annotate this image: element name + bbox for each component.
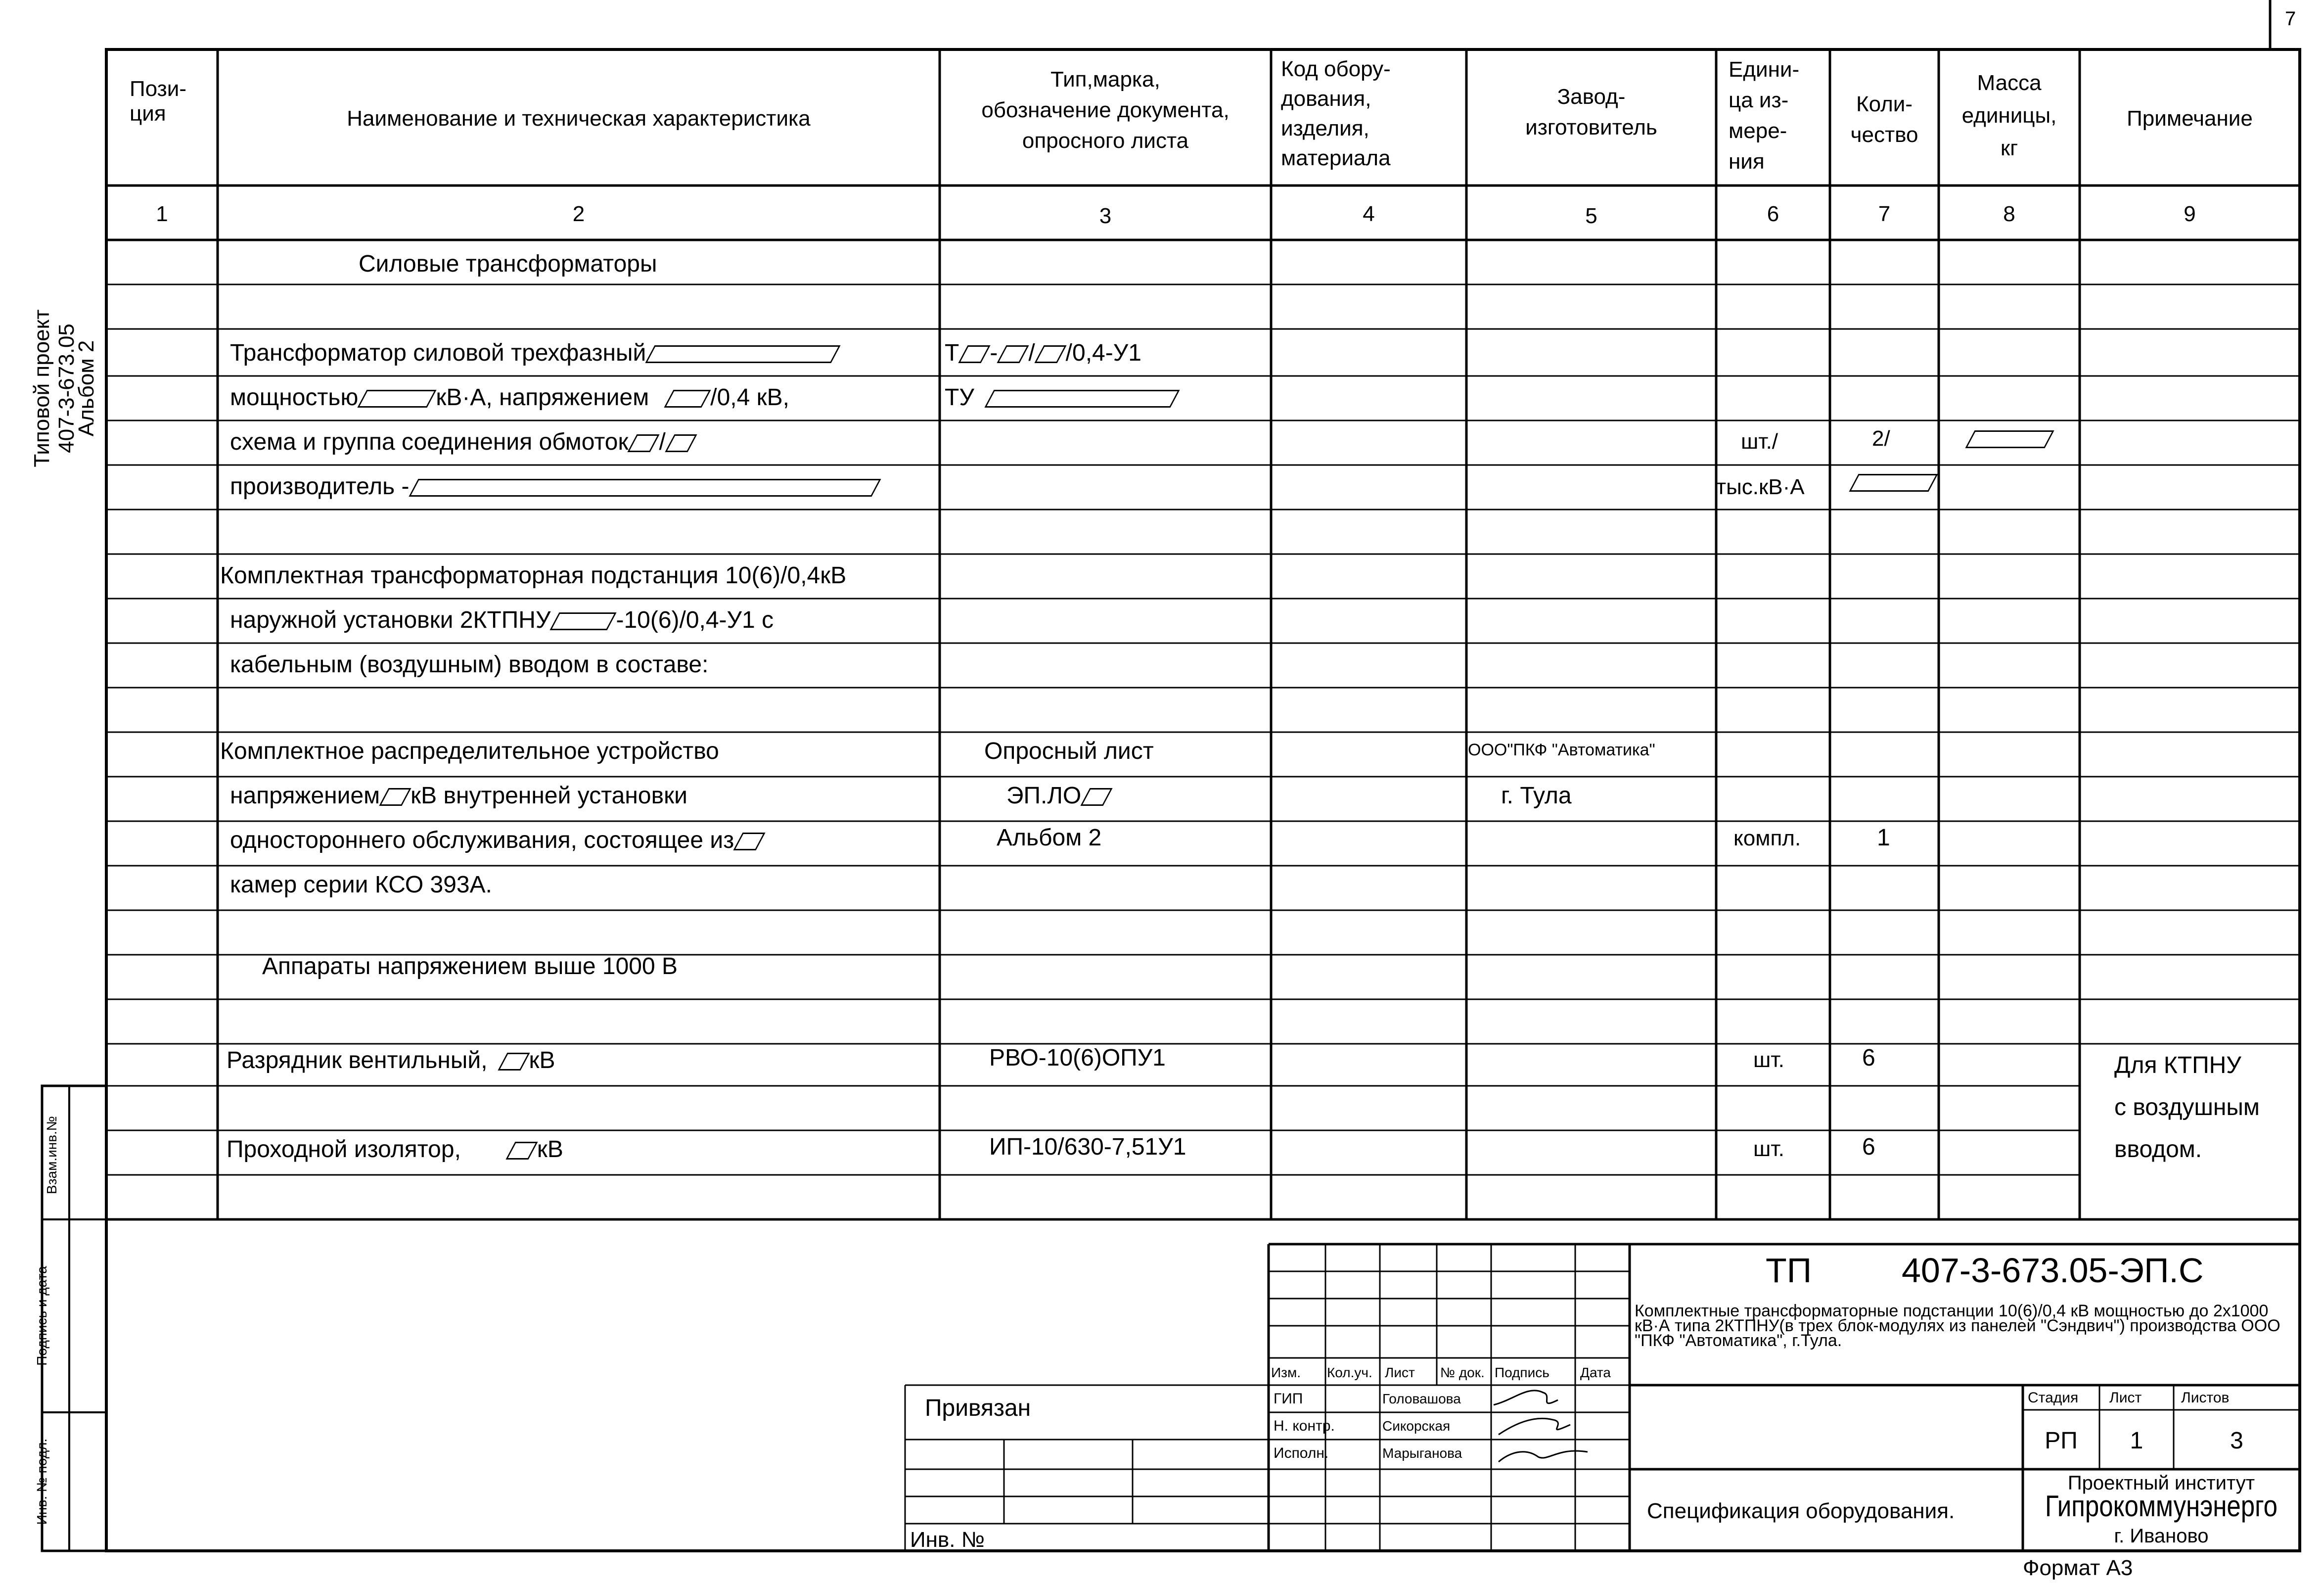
row-switchgear-service: одностороннего обслуживания, состоящее из [230,826,765,855]
row-power-transformers-heading: Силовые трансформаторы [359,251,657,277]
header-maker: Завод- изготовитель [1525,85,1657,140]
col-number-5: 5 [1585,204,1597,228]
stamp-org-line1: Проектный институт [2067,1472,2255,1494]
qty-transformers: 2/ [1872,426,1890,451]
blank-field [664,390,711,408]
stamp-org-line3: г. Иваново [2114,1525,2209,1547]
note-line-3: вводом. [2114,1136,2202,1163]
qty-bushing: 6 [1862,1134,1875,1160]
side-vz-inv: Взам.инв.№ [44,1116,59,1194]
blank-field [1034,345,1066,363]
col-number-8: 8 [2003,202,2015,226]
blank-field [645,345,841,363]
row-switchgear-cells: камер серии КСО 393А. [230,872,492,898]
stamp-inv-no: Инв. № [910,1528,985,1552]
blank-field [498,1053,530,1071]
side-inv-podl: Инв. № подл. [34,1438,49,1525]
stamp-privyazan: Привязан [925,1395,1031,1421]
header-position: Пози- ция [130,77,187,126]
type-ep-lo: ЭП.ЛО [1006,782,1112,810]
signature-1 [1494,1391,1558,1405]
stamp-sheet: 1 [2130,1428,2143,1454]
unit-kva: тыс.кВ·А [1716,475,1805,499]
note-line-1: Для КТПНУ [2114,1052,2241,1078]
stamp-code-prefix: ТП [1766,1251,1812,1290]
row-transformer-type: Т - / /0,4-У1 [945,340,1141,366]
col-number-3: 3 [1099,204,1112,228]
row-transformer-name: Трансформатор силовой трехфазный [230,339,840,368]
stamp-col-izm: Изм. [1271,1365,1301,1380]
header-name: Наименование и техническая характеристика [347,106,811,131]
unit-arrester: шт. [1753,1048,1784,1072]
blank-field [1081,788,1113,806]
side-sign-date: Подпись и дата [34,1266,49,1366]
col-number-9: 9 [2184,202,2196,226]
unit-bushing: шт. [1753,1137,1784,1161]
stamp-description: Комплектные трансформаторные подстанции 10(6)/0,4 кВ мощностью до 2х1000 кВ·А типа 2КТПНУ(в трех блок-модулях из панелей "Сэндвич") производства ООО "ПКФ "Автоматика", г.Тула. [1635,1302,2280,1350]
qty-switchgear: 1 [1877,825,1890,851]
stamp-stage-label: Стадия [2028,1390,2079,1406]
stamp-sheets: 3 [2230,1428,2243,1454]
blank-field [379,788,411,806]
blank-field [550,612,617,630]
stamp-stage: РП [2045,1428,2078,1454]
sheet-corner-number: 7 [2285,8,2296,30]
stamp-name-2: Сикорская [1382,1418,1451,1434]
stamp-name-1: Головашова [1382,1391,1461,1406]
row-substation-outdoor: наружной установки 2КТПНУ -10(6)/0,4-У1 с [230,607,774,633]
col-number-1: 1 [156,202,168,226]
type-questionnaire: Опросный лист [984,738,1154,764]
type-bushing: ИП-10/630-7,51У1 [989,1134,1186,1160]
stamp-role-nkontr: Н. контр. [1274,1418,1335,1434]
header-qty: Коли- чество [1850,92,1918,147]
blank-field [505,1142,538,1160]
row-manufacturer: производитель - [230,472,880,501]
row-power-line: мощностью кВ·А, напряжением /0,4 кВ, [230,384,789,411]
stamp-title: Спецификация оборудования. [1647,1499,1955,1523]
side-project-line1: Типовой проект [30,309,54,467]
blank-field [628,434,660,452]
header-unit: Едини- ца из- мере- ния [1729,57,1800,174]
header-note: Примечание [2127,106,2253,131]
header-code: Код обору- дования, изделия, материала [1281,57,1391,170]
col-number-6: 6 [1767,202,1779,226]
stamp-sheets-label: Листов [2181,1390,2230,1406]
side-project-line3: Альбом 2 [74,340,98,437]
blank-field [1965,430,2054,448]
blank-field [997,345,1029,363]
row-bushing: Проходной изолятор, кВ [227,1136,563,1163]
row-substation-input: кабельным (воздушным) вводом в составе: [230,652,709,678]
signature-3 [1499,1451,1588,1462]
stamp-col-kol: Кол.уч. [1327,1365,1372,1380]
stamp-col-ndok: № док. [1440,1365,1485,1380]
qty-arrester: 6 [1862,1045,1875,1071]
stamp-col-podp: Подпись [1495,1365,1549,1380]
note-line-2: с воздушным [2114,1094,2260,1120]
maker-tula: г. Тула [1501,783,1572,809]
row-tu: ТУ [945,383,1179,412]
col-number-4: 4 [1363,202,1375,226]
stamp-code: 407-3-673.05-ЭП.С [1902,1251,2204,1290]
row-substation: Комплектная трансформаторная подстанция 10(6)/0,4кВ [220,562,847,589]
col-number-2: 2 [572,202,585,226]
header-mass: Масса единицы, кг [1961,71,2057,160]
qty-kva-blank [1850,474,1937,492]
header-type: Тип,марка, обозначение документа, опросного листа [981,67,1230,153]
row-switchgear: Комплектное распределительное устройство [220,738,719,764]
side-project-line2: 407-3-673.05 [54,324,79,453]
stamp-col-data: Дата [1580,1365,1611,1380]
stamp-name-3: Марыганова [1382,1445,1462,1461]
unit-pcs: шт./ [1741,429,1778,454]
stamp-sheet-label: Лист [2109,1390,2142,1406]
maker-automatika: ООО"ПКФ "Автоматика" [1468,741,1655,759]
type-album: Альбом 2 [997,825,1102,851]
stamp-role-ispoln: Исполн. [1274,1445,1329,1461]
col-number-7: 7 [1878,202,1891,226]
stamp-col-list: Лист [1385,1365,1415,1380]
stamp-org-line2: Гипрокоммунэнерго [2045,1490,2278,1523]
stamp-role-gip: ГИП [1274,1391,1303,1407]
blank-field [409,479,881,497]
unit-set: компл. [1733,826,1801,850]
row-switchgear-voltage: напряжением кВ внутренней установки [230,783,687,809]
blank-field [665,434,697,452]
blank-field [958,345,991,363]
row-arrester: Разрядник вентильный, кВ [227,1047,555,1073]
row-hv-heading: Аппараты напряжением выше 1000 В [262,953,678,979]
blank-field [1849,474,1938,492]
blank-field [733,833,766,850]
signature-2 [1499,1418,1570,1435]
format-label: Формат А3 [2023,1556,2133,1580]
row-winding-scheme: схема и группа соединения обмоток / [230,428,696,457]
type-arrester: РВО-10(6)ОПУ1 [989,1045,1166,1071]
blank-field [358,390,437,408]
mass-blank [1966,430,2053,448]
blank-field [984,390,1180,408]
